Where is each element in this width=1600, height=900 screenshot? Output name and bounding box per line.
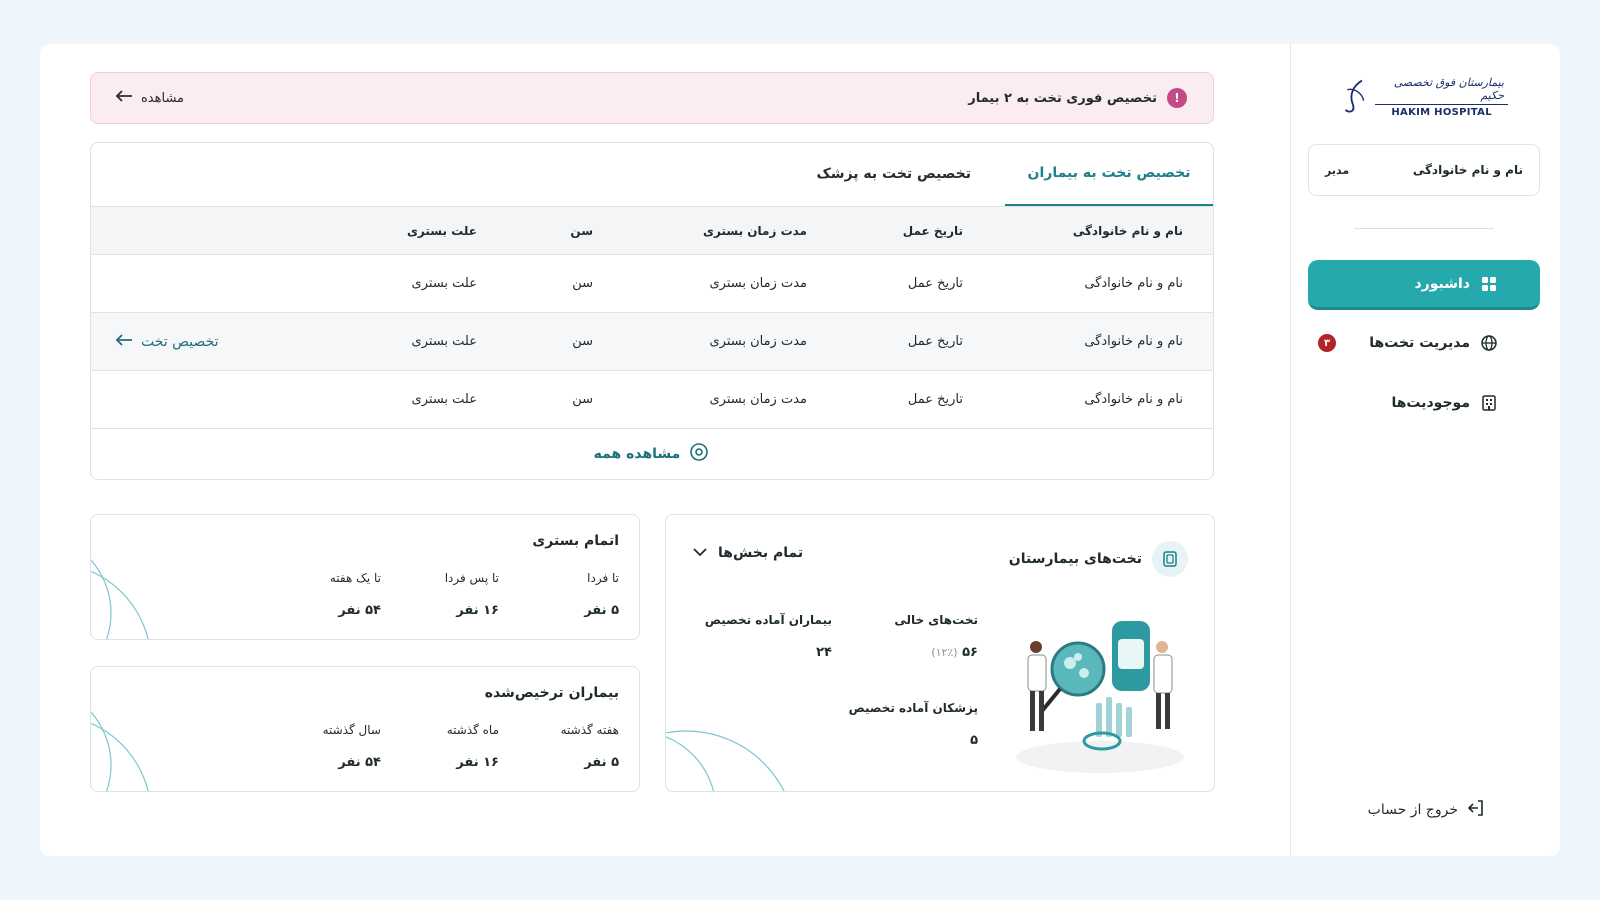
stat-ready-doctors-label: پزشکان آماده تخصیص bbox=[848, 701, 978, 715]
arrow-left-icon bbox=[115, 89, 133, 107]
stat-label: تا یک هفته bbox=[329, 571, 381, 585]
stat-value: ۵۴ نفر bbox=[338, 603, 381, 618]
cell-duration: مدت زمان بستری bbox=[709, 334, 807, 349]
sidebar-item-bed-management[interactable] bbox=[1308, 318, 1540, 368]
cell-duration: مدت زمان بستری bbox=[709, 276, 807, 291]
stat-empty-beds-percent: (۱۲٪) bbox=[931, 646, 958, 659]
user-card[interactable] bbox=[1308, 144, 1540, 196]
logo-mark-icon bbox=[1340, 75, 1369, 119]
bed-assignment-card bbox=[90, 142, 1214, 480]
department-dropdown-label: تمام بخش‌ها bbox=[718, 545, 804, 561]
stat-until-week bbox=[330, 571, 381, 618]
globe-icon bbox=[1480, 334, 1498, 352]
discharged-patients-card bbox=[90, 666, 640, 792]
stat-value: ۵۴ نفر bbox=[338, 755, 381, 770]
cell-operation-date: تاریخ عمل bbox=[907, 334, 963, 349]
decorative-arcs bbox=[91, 666, 161, 791]
stat-last-month bbox=[447, 723, 499, 770]
user-role: مدیر bbox=[1325, 163, 1350, 177]
tab-assign-to-doctor[interactable]: تخصیص تخت به پزشک bbox=[816, 166, 971, 182]
stat-empty-beds-label: تخت‌های خالی bbox=[894, 613, 978, 627]
cell-reason: علت بستری bbox=[411, 276, 477, 291]
cell-reason: علت بستری bbox=[411, 392, 477, 407]
grid-icon bbox=[1480, 275, 1498, 293]
department-dropdown[interactable] bbox=[692, 545, 803, 561]
building-icon bbox=[1480, 394, 1498, 412]
sidebar-item-entities[interactable] bbox=[1308, 378, 1540, 428]
alert-view-link[interactable] bbox=[115, 89, 184, 107]
logout-label: خروج از حساب bbox=[1367, 802, 1458, 818]
stat-label: تا پس فردا bbox=[444, 571, 499, 585]
column-header-age: سن bbox=[570, 223, 593, 238]
assign-bed-button[interactable] bbox=[115, 313, 219, 370]
stat-value: ۱۶ نفر bbox=[456, 755, 499, 770]
cell-name: نام و نام خانوادگی bbox=[1084, 276, 1183, 291]
cell-operation-date: تاریخ عمل bbox=[907, 276, 963, 291]
beds-title: تخت‌های بیمارستان bbox=[1008, 551, 1142, 567]
doctors-lab-illustration bbox=[1012, 607, 1188, 777]
urgent-alert-banner bbox=[90, 72, 1214, 124]
stat-value: ۵ نفر bbox=[584, 603, 619, 618]
stat-ready-patients bbox=[705, 613, 832, 660]
alert-view-label: مشاهده bbox=[141, 90, 185, 106]
hospital-beds-card bbox=[665, 514, 1215, 792]
sidebar-item-dashboard[interactable] bbox=[1308, 260, 1540, 310]
assign-bed-label: تخصیص تخت bbox=[141, 333, 219, 350]
decorative-arcs bbox=[666, 681, 826, 791]
view-all-label: مشاهده همه bbox=[593, 446, 681, 462]
stat-label: تا فردا bbox=[587, 571, 619, 585]
stat-value: ۵ نفر bbox=[584, 755, 619, 770]
stat-until-day-after bbox=[445, 571, 499, 618]
sidebar-divider bbox=[1354, 228, 1494, 229]
stat-label: هفته گذشته bbox=[560, 723, 619, 737]
cell-operation-date: تاریخ عمل bbox=[907, 392, 963, 407]
chevron-down-icon bbox=[692, 545, 708, 561]
alert-text: تخصیص فوری تخت به ۲ بیمار bbox=[968, 90, 1157, 106]
eye-icon bbox=[688, 443, 710, 465]
stat-last-year bbox=[323, 723, 381, 770]
cell-age: سن bbox=[572, 276, 593, 291]
stat-until-tomorrow bbox=[584, 571, 619, 618]
cell-reason: علت بستری bbox=[411, 334, 477, 349]
column-header-duration: مدت زمان بستری bbox=[703, 223, 807, 238]
tab-assign-to-patients[interactable]: تخصیص تخت به بیماران bbox=[1005, 142, 1213, 206]
bed-document-icon bbox=[1152, 541, 1188, 577]
notification-badge: ۳ bbox=[1318, 334, 1336, 352]
cell-name: نام و نام خانوادگی bbox=[1084, 334, 1183, 349]
stat-ready-doctors-value: ۵ bbox=[970, 733, 978, 748]
cell-age: سن bbox=[572, 334, 593, 349]
stat-last-week bbox=[561, 723, 619, 770]
sidebar-item-label: مدیریت تخت‌ها bbox=[1369, 335, 1470, 351]
table-row[interactable] bbox=[91, 255, 1213, 313]
table-row[interactable] bbox=[91, 313, 1213, 371]
discharge-end-title: اتمام بستری bbox=[532, 533, 619, 549]
column-header-reason: علت بستری bbox=[406, 223, 477, 238]
arrow-left-icon bbox=[115, 333, 133, 351]
table-header bbox=[91, 207, 1213, 255]
cell-duration: مدت زمان بستری bbox=[709, 392, 807, 407]
tab-bar bbox=[91, 143, 1213, 207]
stat-ready-patients-value: ۲۴ bbox=[816, 645, 832, 660]
column-header-operation-date: تاریخ عمل bbox=[902, 223, 963, 238]
discharged-title: بیماران ترخیص‌شده bbox=[484, 685, 619, 701]
sidebar-item-label: داشبورد bbox=[1414, 275, 1470, 292]
logo-english-text: HAKIM HOSPITAL bbox=[1391, 107, 1492, 118]
cell-name: نام و نام خانوادگی bbox=[1084, 392, 1183, 407]
sidebar bbox=[1290, 44, 1560, 856]
view-all-button[interactable] bbox=[91, 429, 1213, 479]
cell-age: سن bbox=[572, 392, 593, 407]
table-row[interactable] bbox=[91, 371, 1213, 429]
app-window bbox=[40, 44, 1560, 856]
stat-value: ۱۶ نفر bbox=[456, 603, 499, 618]
logout-icon bbox=[1466, 798, 1486, 822]
stat-empty-beds bbox=[894, 613, 978, 660]
user-name: نام و نام خانوادگی bbox=[1412, 163, 1523, 177]
discharge-end-card bbox=[90, 514, 640, 640]
stat-label: ماه گذشته bbox=[446, 723, 499, 737]
hospital-logo bbox=[1340, 72, 1508, 122]
logo-persian-text: بیمارستان فوق تخصصی حکیم bbox=[1375, 76, 1508, 105]
logout-button[interactable] bbox=[1368, 798, 1486, 822]
stat-label: سال گذشته bbox=[322, 723, 381, 737]
decorative-arcs bbox=[91, 514, 161, 639]
sidebar-item-label: موجودیت‌ها bbox=[1391, 395, 1470, 411]
stat-ready-doctors bbox=[849, 701, 978, 748]
column-header-name: نام و نام خانوادگی bbox=[1072, 223, 1183, 238]
stat-ready-patients-label: بیماران آماده تخصیص bbox=[704, 613, 832, 627]
exclamation-icon: ! bbox=[1167, 88, 1187, 108]
stat-empty-beds-value: ۵۶ bbox=[962, 645, 978, 660]
